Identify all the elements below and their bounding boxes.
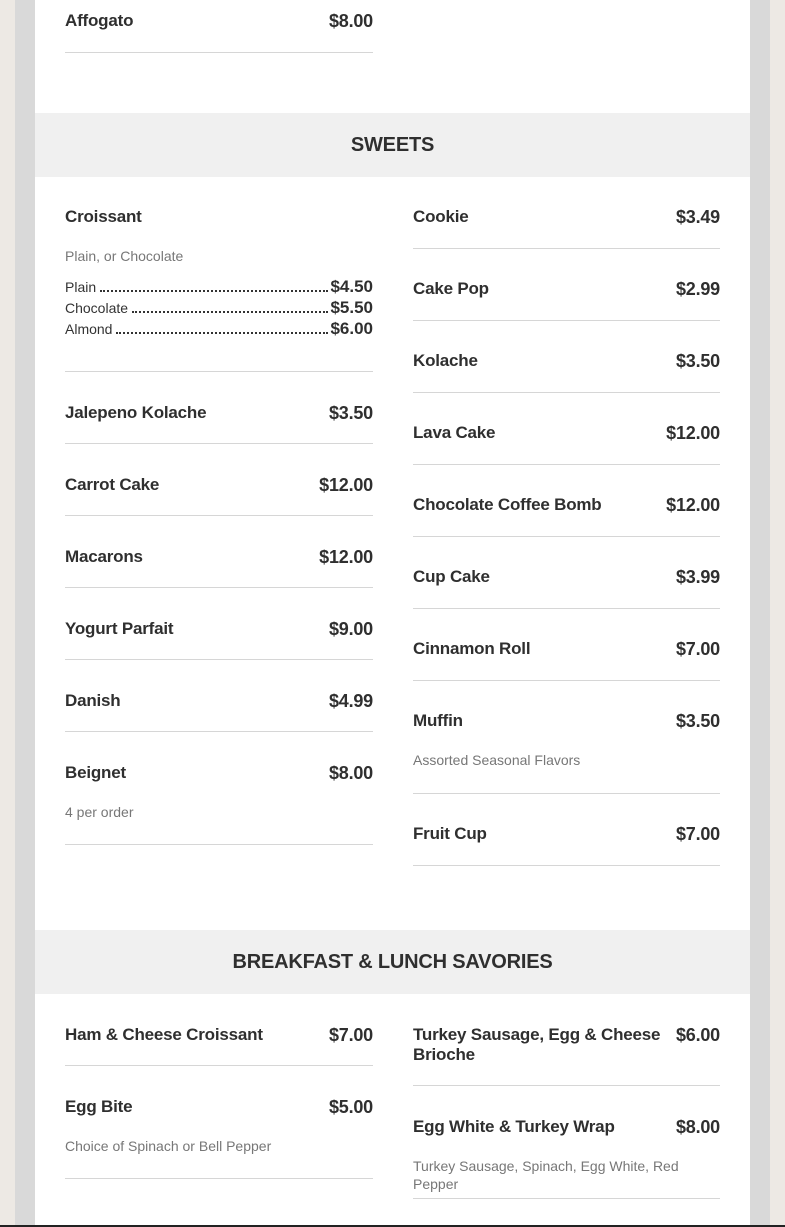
menu-item-cup-cake [413,537,720,609]
right-gutter [750,0,770,1227]
item-name: Jalepeno Kolache [65,403,207,422]
item-name: Turkey Sausage, Egg & Cheese Brioche [413,1025,661,1064]
item-name: Egg Bite [65,1097,133,1116]
item-price: $3.50 [675,711,720,731]
item-price: $7.00 [675,639,720,659]
sweets-left-column [65,177,373,845]
menu-item-turkey-sausage-brioche [413,994,720,1086]
menu-page [35,0,750,1227]
item-name: Kolache [413,351,478,370]
item-name: Cinnamon Roll [413,639,531,658]
item-price: $3.50 [675,351,720,371]
item-name: Macarons [65,547,143,566]
item-name: Lava Cake [413,423,496,442]
menu-item-fruit-cup [413,794,720,866]
item-price: $12.00 [319,547,373,567]
item-price: $8.00 [328,11,373,31]
menu-item-carrot-cake [65,444,373,516]
item-name: Beignet [65,763,126,782]
item-name: Ham & Cheese Croissant [65,1025,263,1044]
savories-right-column [413,994,720,1199]
option-line [65,319,373,340]
menu-item-ham-cheese-croissant [65,994,373,1066]
menu-item-croissant [65,177,373,372]
menu-item-affogato [65,0,373,53]
option-price: $6.00 [330,319,373,338]
menu-item-egg-white-turkey-wrap [413,1086,720,1199]
item-description: Plain, or Chocolate [65,248,184,264]
left-gutter [15,0,35,1227]
section-header-savories [35,930,750,994]
item-price: $3.50 [328,403,373,423]
menu-item-yogurt-parfait [65,588,373,660]
item-description: Turkey Sausage, Spinach, Egg White, Red Pepper [413,1158,679,1192]
item-options [65,277,373,340]
item-price: $7.00 [328,1025,373,1045]
sweets-right-column [413,177,720,866]
item-price: $2.99 [675,279,720,299]
section-header-sweets [35,113,750,177]
menu-item-chocolate-coffee-bomb [413,465,720,537]
menu-item-cinnamon-roll [413,609,720,681]
item-price: $4.99 [328,691,373,711]
item-name: Croissant [65,207,142,226]
option-price: $4.50 [330,277,373,296]
option-label: Almond [65,321,113,337]
item-price: $12.00 [666,495,720,515]
menu-item-kolache [413,321,720,393]
item-name: Yogurt Parfait [65,619,174,638]
item-price: $5.00 [328,1097,373,1117]
dot-leader [116,332,328,334]
item-name: Affogato [65,11,134,30]
item-price: $8.00 [675,1117,720,1137]
item-price: $12.00 [319,475,373,495]
savories-left-column [65,994,373,1179]
item-price: $3.49 [675,207,720,227]
item-name: Muffin [413,711,463,730]
item-price: $12.00 [666,423,720,443]
option-label: Chocolate [65,300,129,316]
dot-leader [132,311,328,313]
menu-item-beignet [65,732,373,845]
menu-item-cake-pop [413,249,720,321]
item-price: $7.00 [675,824,720,844]
item-description: Assorted Seasonal Flavors [413,752,581,768]
item-description: Choice of Spinach or Bell Pepper [65,1138,272,1154]
item-price: $8.00 [328,763,373,783]
option-label: Plain [65,279,97,295]
section-title: BREAKFAST & LUNCH SAVORIES [232,950,553,973]
item-name: Danish [65,691,121,710]
menu-item-lava-cake [413,393,720,465]
option-line [65,298,373,319]
menu-item-danish [65,660,373,732]
option-price: $5.50 [330,298,373,317]
item-name: Chocolate Coffee Bomb [413,495,602,514]
item-price: $9.00 [328,619,373,639]
menu-item-cookie [413,177,720,249]
menu-item-macarons [65,516,373,588]
item-price: $3.99 [675,567,720,587]
item-name: Cake Pop [413,279,489,298]
menu-item-egg-bite [65,1066,373,1179]
section-title: SWEETS [350,133,435,156]
item-name: Carrot Cake [65,475,160,494]
item-name: Cookie [413,207,469,226]
item-price: $6.00 [675,1025,720,1045]
dot-leader [100,290,328,292]
menu-item-muffin [413,681,720,794]
item-name: Egg White & Turkey Wrap [413,1117,615,1136]
item-name: Cup Cake [413,567,490,586]
option-line [65,277,373,298]
item-name: Fruit Cup [413,824,487,843]
item-description: 4 per order [65,804,134,820]
menu-item-jalepeno-kolache [65,372,373,444]
